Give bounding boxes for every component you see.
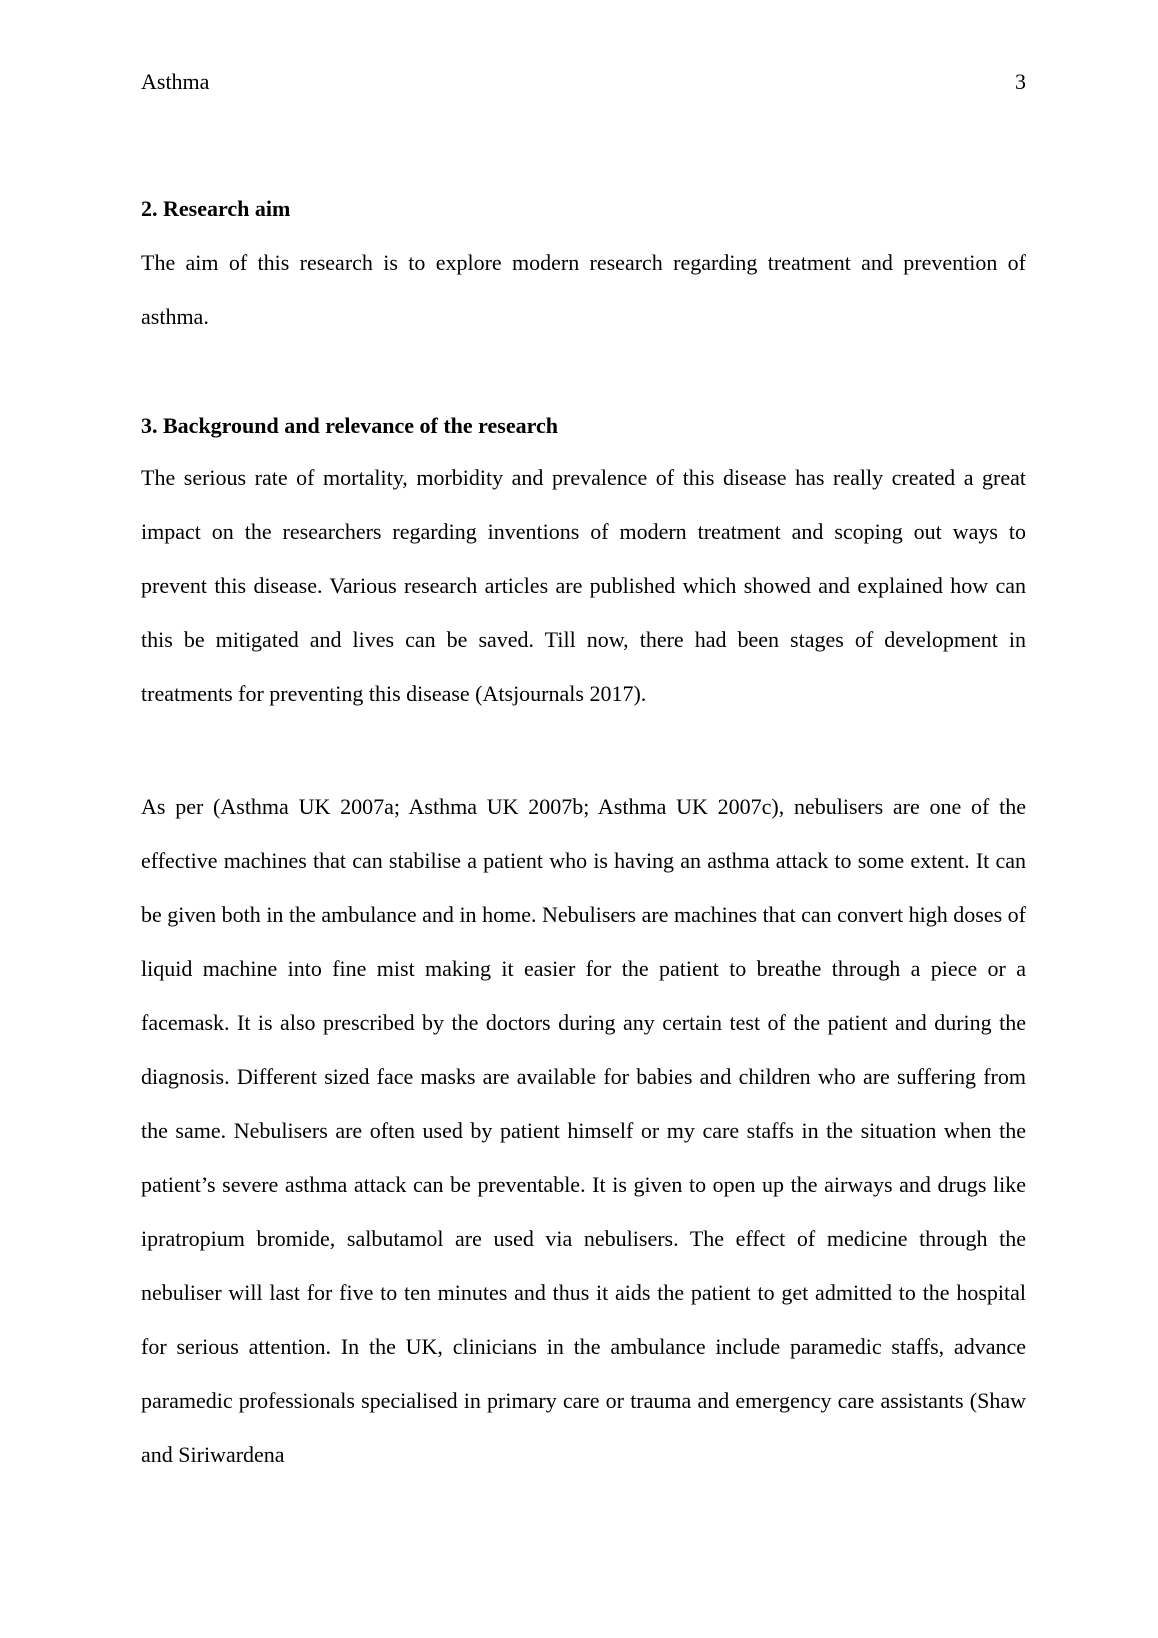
section-heading: 3. Background and relevance of the research xyxy=(141,413,558,438)
section-background-continued xyxy=(141,780,1026,1482)
section-paragraph: The serious rate of mortality, morbidity and prevalence of this disease has really created a great impact on the researchers regarding inventions of modern treatment and scoping out ways to prevent this disease. Various research articles are published which showed and explained how can this be mitigated and lives can be saved. Till now, there had been stages of development in treatments for preventing this disease (Atsjournals 2017). xyxy=(141,465,1026,706)
section-paragraph: As per (Asthma UK 2007a; Asthma UK 2007b; Asthma UK 2007c), nebulisers are one of the effective machines that can stabilise a patient who is having an asthma attack to some extent. It can be given both in the ambulance and in home. Nebulisers are machines that can convert high doses of liquid machine into fine mist making it easier for the patient to breathe through a piece or a facemask. It is also prescribed by the doctors during any certain test of the patient and during the diagnosis. Different sized face masks are available for babies and children who are suffering from the same. Nebulisers are often used by patient himself or my care staffs in the situation when the patient’s severe asthma attack can be preventable. It is given to open up the airways and drugs like ipratropium bromide, salbutamol are used via nebulisers. The effect of medicine through the nebuliser will last for five to ten minutes and thus it aids the patient to get admitted to the hospital for serious attention. In the UK, clinicians in the ambulance include paramedic staffs, advance paramedic professionals specialised in primary care or trauma and emergency care assistants (Shaw and Siriwardena xyxy=(141,794,1026,1467)
running-header xyxy=(141,67,1026,97)
section-paragraph: The aim of this research is to explore modern research regarding treatment and prevention of asthma. xyxy=(141,250,1026,329)
page-number: 3 xyxy=(1015,69,1026,94)
section-research-aim xyxy=(141,194,1026,344)
section-heading: 2. Research aim xyxy=(141,196,291,221)
section-background xyxy=(141,411,1026,721)
running-title: Asthma xyxy=(141,69,210,94)
